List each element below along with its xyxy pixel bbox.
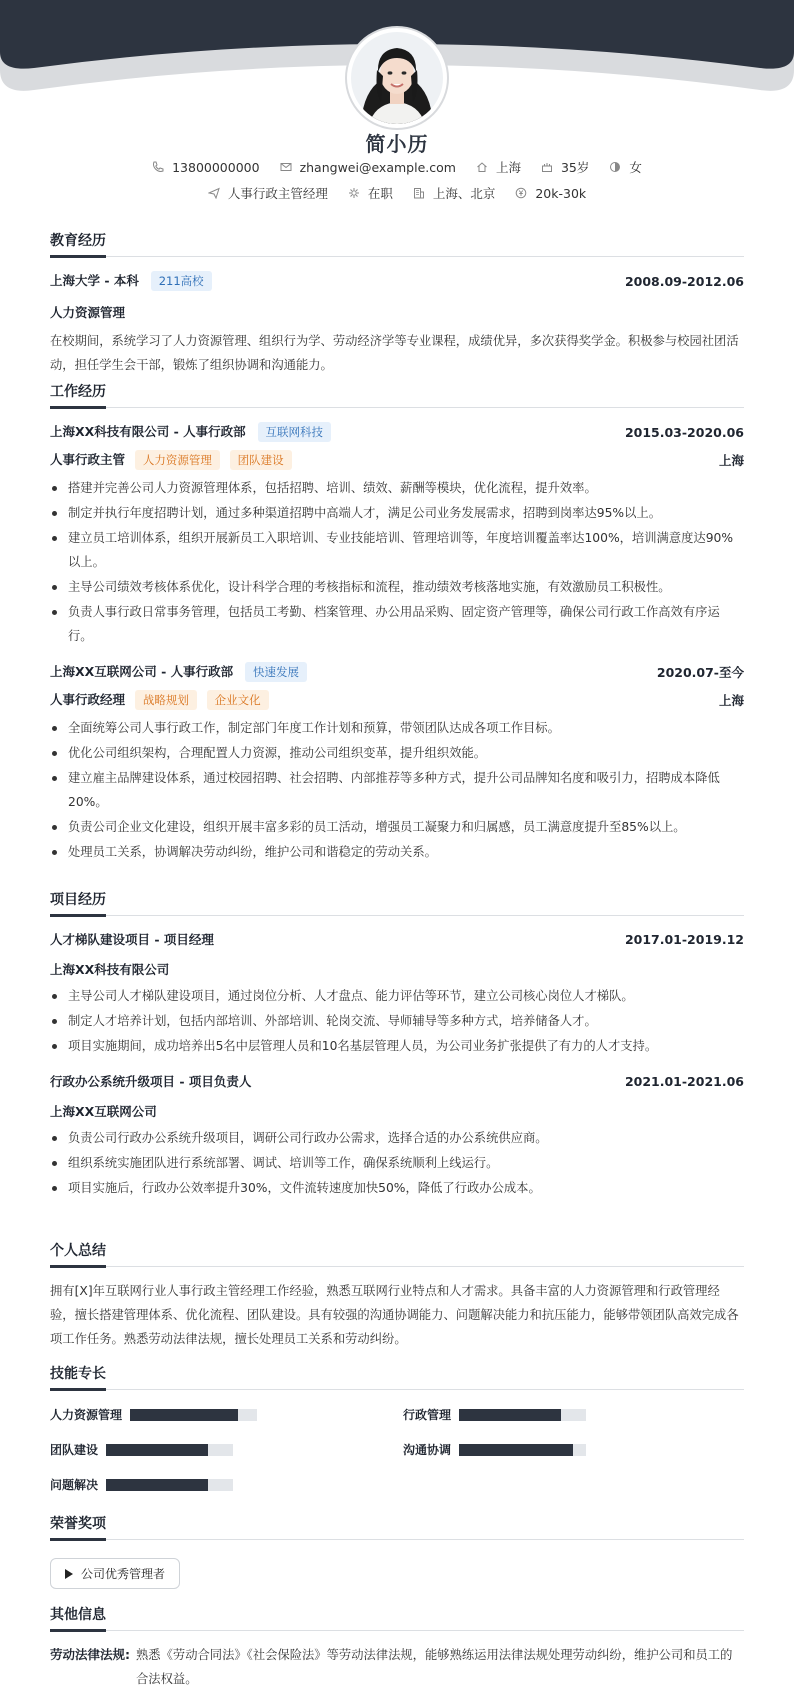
education-header — [50, 271, 744, 291]
project-header — [50, 1072, 744, 1090]
list-item: 项目实施期间，成功培养出5名中层管理人员和10名基层管理人员，为公司业务扩张提供了有力的人才支持。 — [50, 1034, 744, 1058]
money-icon — [515, 187, 527, 199]
other-section — [50, 1604, 744, 1691]
education-date: 2008.09-2012.06 — [624, 273, 744, 289]
list-item: 优化公司组织架构，合理配置人力资源，推动公司组织变革，提升组织效能。 — [50, 741, 744, 765]
project-name: 行政办公系统升级项目 - 项目负责人 — [50, 1074, 252, 1089]
skill-item — [403, 1441, 586, 1458]
job-role-row — [50, 450, 744, 470]
job-company-tag: 快速发展 — [245, 662, 307, 682]
intent-location — [413, 184, 496, 202]
intent-row — [0, 184, 794, 202]
award-item — [50, 1558, 180, 1589]
skill-bar — [459, 1409, 586, 1421]
play-icon — [65, 1569, 73, 1579]
job-header — [50, 662, 744, 682]
contact-gender — [609, 158, 642, 176]
list-item: 负责人事行政日常事务管理，包括员工考勤、档案管理、办公用品采购、固定资产管理等，确保公司行政工作高效有序运行。 — [50, 600, 744, 648]
award-text: 公司优秀管理者 — [81, 1567, 166, 1581]
skill-name: 沟通协调 — [403, 1443, 452, 1457]
skill-name: 行政管理 — [403, 1408, 452, 1422]
list-item: 制定并执行年度招聘计划，通过多种渠道招聘中高端人才，满足公司业务发展需求，招聘到岗率达95%以上。 — [50, 501, 744, 525]
job-bullets — [50, 716, 744, 864]
other-text: 熟悉《劳动合同法》《社会保险法》等劳动法律法规，能够熟练运用法律法规处理劳动纠纷，维护公司和员工的合法权益。 — [136, 1648, 733, 1686]
skill-bar-fill — [106, 1444, 208, 1456]
school-name: 上海大学 - 本科 — [50, 273, 139, 288]
list-item: 项目实施后，行政办公效率提升30%，文件流转速度加快50%，降低了行政办公成本。 — [50, 1176, 744, 1200]
project-2 — [50, 1072, 744, 1200]
list-item: 建立雇主品牌建设体系，通过校园招聘、社会招聘、内部推荐等多种方式，提升公司品牌知名度和吸引力，招聘成本降低20%。 — [50, 766, 744, 814]
skill-bar-fill — [106, 1479, 208, 1491]
intent-status — [348, 184, 393, 202]
skill-bar — [130, 1409, 257, 1421]
intent-position — [208, 184, 328, 202]
skill-bar-fill — [459, 1409, 561, 1421]
list-item: 负责公司行政办公系统升级项目，调研公司行政办公需求，选择合适的办公系统供应商。 — [50, 1126, 744, 1150]
phone-text: 13800000000 — [172, 159, 260, 175]
job-2 — [50, 662, 744, 864]
skill-item — [50, 1406, 257, 1423]
job-role: 人事行政经理 — [50, 692, 126, 707]
list-item: 处理员工关系，协调解决劳动纠纷，维护公司和谐稳定的劳动关系。 — [50, 840, 744, 864]
job-company: 上海XX科技有限公司 - 人事行政部 — [50, 424, 246, 439]
project-header — [50, 930, 744, 948]
job-skill-tag: 团队建设 — [230, 450, 292, 470]
status-icon — [348, 187, 360, 199]
skill-bar-fill — [459, 1444, 573, 1456]
skill-bar — [106, 1444, 233, 1456]
skills-section — [50, 1363, 744, 1390]
list-item: 主导公司绩效考核体系优化，设计科学合理的考核指标和流程，推动绩效考核落地实施，有效激励员工积极性。 — [50, 575, 744, 599]
education-section — [50, 230, 744, 377]
location-text: 上海、北京 — [432, 186, 496, 201]
avatar — [347, 28, 447, 128]
project-company: 上海XX互联网公司 — [50, 1104, 157, 1119]
list-item: 主导公司人才梯队建设项目，通过岗位分析、人才盘点、能力评估等环节，建立公司核心岗位人才梯队。 — [50, 984, 744, 1008]
city-text: 上海 — [495, 160, 521, 175]
building-icon — [413, 187, 425, 199]
age-text: 35岁 — [560, 160, 590, 175]
major-name: 人力资源管理 — [50, 305, 126, 320]
skill-name: 问题解决 — [50, 1478, 99, 1492]
email-text: zhangwei@example.com — [299, 159, 456, 175]
projects-title: 项目经历 — [50, 889, 744, 916]
project-date: 2021.01-2021.06 — [624, 1073, 744, 1089]
other-row — [50, 1643, 744, 1691]
skill-name: 团队建设 — [50, 1443, 99, 1457]
send-icon — [208, 187, 220, 199]
summary-title: 个人总结 — [50, 1240, 744, 1267]
job-skill-tag: 企业文化 — [207, 690, 269, 710]
job-skill-tag: 人力资源管理 — [135, 450, 220, 470]
list-item: 负责公司企业文化建设，组织开展丰富多彩的员工活动，增强员工凝聚力和归属感，员工满意度提升至85%以上。 — [50, 815, 744, 839]
job-date: 2020.07-至今 — [656, 665, 744, 680]
job-bullets — [50, 476, 744, 648]
projects-section — [50, 889, 744, 1201]
education-desc: 在校期间，系统学习了人力资源管理、组织行为学、劳动经济学等专业课程，成绩优异，多次获得奖学金。积极参与校园社团活动，担任学生会干部，锻炼了组织协调和沟通能力。 — [50, 334, 739, 372]
status-text: 在职 — [367, 186, 393, 201]
candidate-name: 简小历 — [365, 132, 429, 156]
summary-section — [50, 1240, 744, 1351]
skills-title: 技能专长 — [50, 1363, 744, 1390]
honors-title: 荣誉奖项 — [50, 1513, 744, 1540]
skill-item — [403, 1406, 586, 1423]
work-title: 工作经历 — [50, 381, 744, 408]
job-city: 上海 — [718, 453, 744, 468]
project-bullets — [50, 1126, 744, 1200]
salary-text: 20k-30k — [535, 185, 587, 201]
contact-email — [280, 160, 456, 175]
job-city: 上海 — [718, 693, 744, 708]
project-1 — [50, 930, 744, 1058]
work-section — [50, 381, 744, 865]
education-title: 教育经历 — [50, 230, 744, 257]
age-icon — [541, 161, 553, 173]
job-company-tag: 互联网科技 — [258, 422, 332, 442]
list-item: 制定人才培养计划，包括内部培训、外部培训、轮岗交流、导师辅导等多种方式，培养储备人才。 — [50, 1009, 744, 1033]
contact-phone — [152, 160, 259, 175]
list-item: 搭建并完善公司人力资源管理体系，包括招聘、培训、绩效、薪酬等模块，优化流程，提升效率。 — [50, 476, 744, 500]
phone-icon — [152, 161, 164, 173]
list-item: 组织系统实施团队进行系统部署、调试、培训等工作，确保系统顺利上线运行。 — [50, 1151, 744, 1175]
other-title: 其他信息 — [50, 1604, 744, 1631]
project-date: 2017.01-2019.12 — [624, 931, 744, 947]
skill-item — [50, 1476, 233, 1493]
project-name: 人才梯队建设项目 - 项目经理 — [50, 932, 214, 947]
position-text: 人事行政主管经理 — [227, 186, 328, 201]
job-header — [50, 422, 744, 442]
job-date: 2015.03-2020.06 — [624, 424, 744, 440]
contact-row — [0, 158, 794, 176]
list-item: 全面统筹公司人事行政工作，制定部门年度工作计划和预算，带领团队达成各项工作目标。 — [50, 716, 744, 740]
gender-icon — [609, 161, 621, 173]
honors-section — [50, 1513, 744, 1589]
job-skill-tag: 战略规划 — [135, 690, 197, 710]
intent-salary — [515, 186, 586, 201]
other-label: 劳动法律法规: — [50, 1647, 130, 1662]
gender-text: 女 — [629, 160, 642, 175]
contact-age — [541, 158, 589, 176]
skill-bar — [459, 1444, 586, 1456]
email-icon — [280, 161, 292, 173]
school-tag: 211高校 — [151, 271, 212, 291]
skill-bar — [106, 1479, 233, 1491]
list-item: 建立员工培训体系，组织开展新员工入职培训、专业技能培训、管理培训等，年度培训覆盖率达100%，培训满意度达90%以上。 — [50, 526, 744, 574]
job-role-row — [50, 690, 744, 710]
project-bullets — [50, 984, 744, 1058]
job-1 — [50, 422, 744, 648]
summary-text: 拥有[X]年互联网行业人事行政主管经理工作经验，熟悉互联网行业特点和人才需求。具备丰富的人力资源管理和行政管理经验，擅长搭建管理体系、优化流程、团队建设。具有较强的沟通协调能力、问题解决能力和抗压能力，能够带领团队高效完成各项工作任务。熟悉劳动法律法规，擅长处理员工关系和劳动纠纷。 — [50, 1284, 739, 1346]
skill-name: 人力资源管理 — [50, 1408, 123, 1422]
job-company: 上海XX互联网公司 - 人事行政部 — [50, 664, 234, 679]
skill-item — [50, 1441, 233, 1458]
skill-bar-fill — [130, 1409, 238, 1421]
contact-city — [476, 158, 521, 176]
project-company: 上海XX科技有限公司 — [50, 962, 170, 977]
job-role: 人事行政主管 — [50, 452, 126, 467]
home-icon — [476, 161, 488, 173]
